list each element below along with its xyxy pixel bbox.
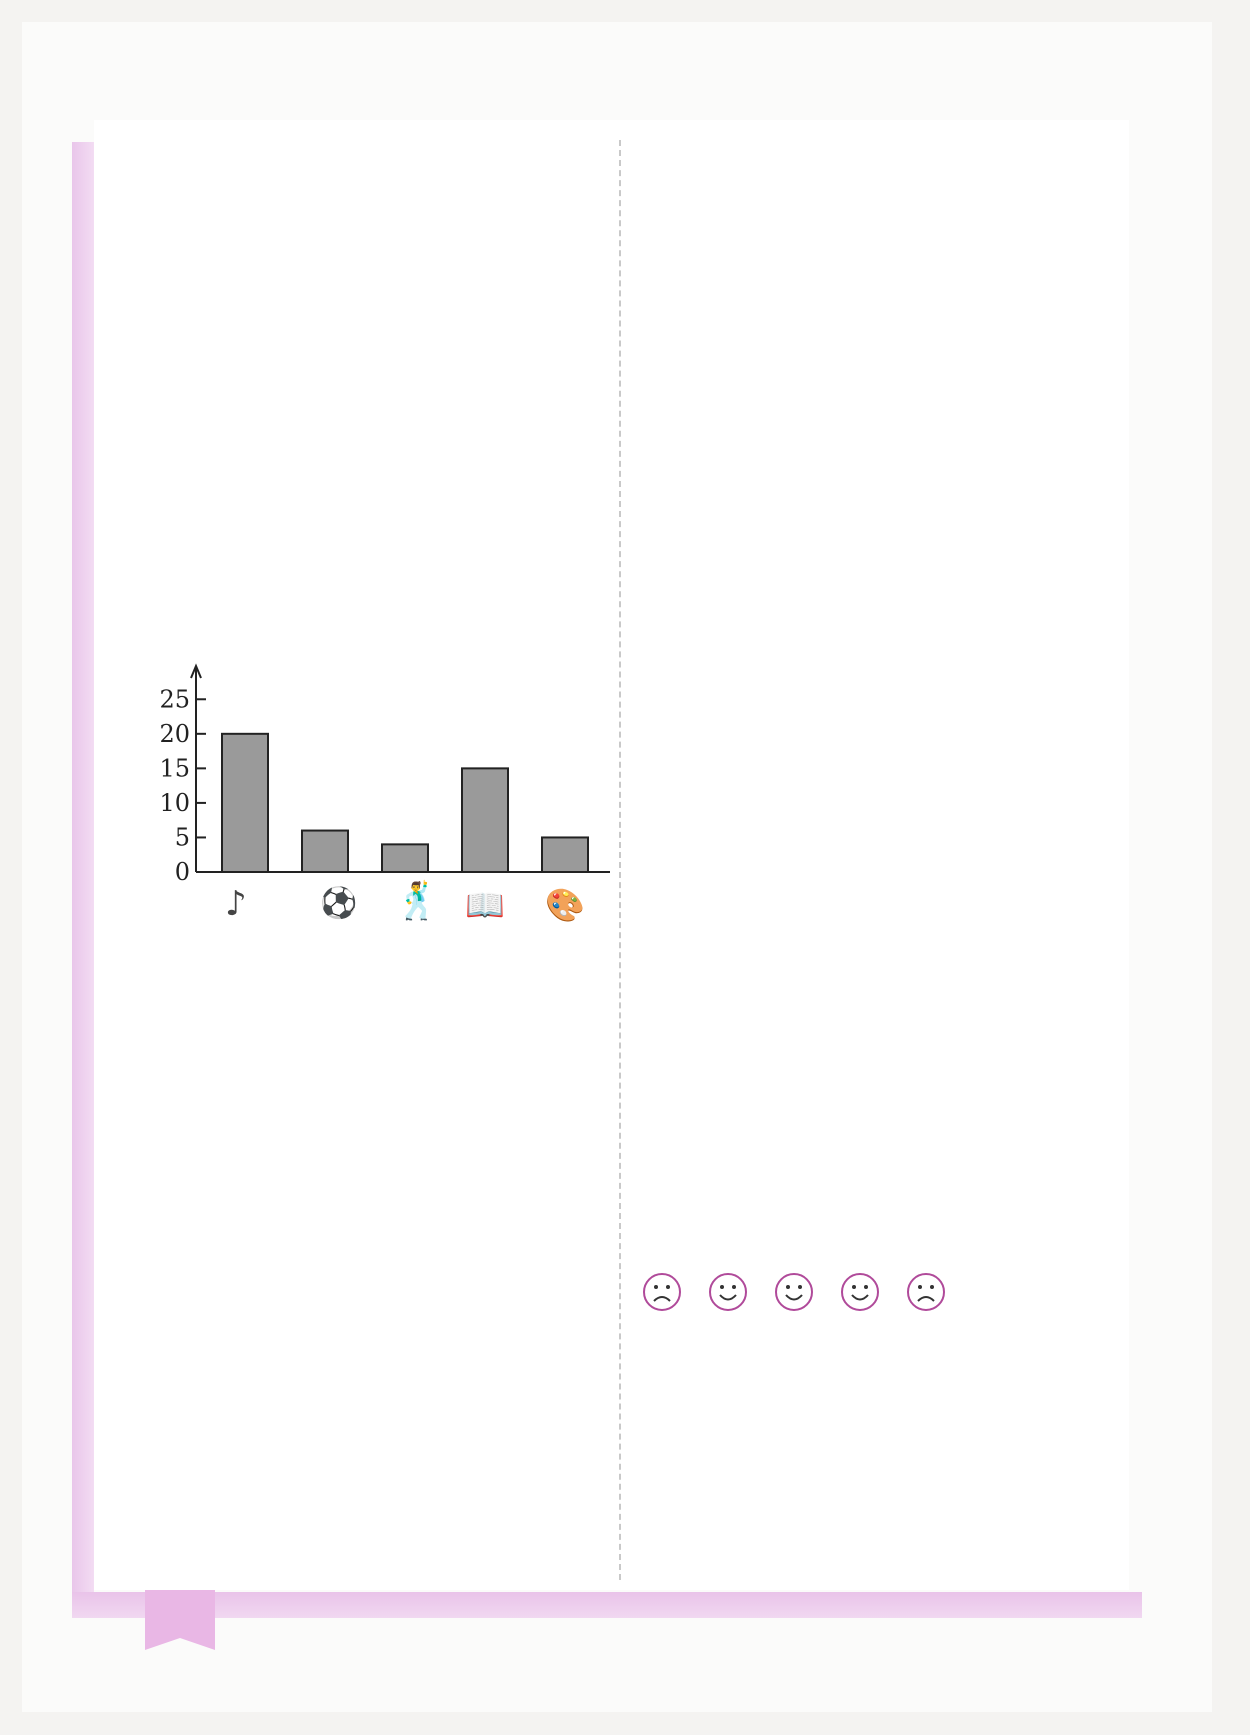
music-icon: ♪ — [225, 884, 247, 924]
y-tick-label: 20 — [159, 719, 190, 748]
bar-reading-books — [462, 768, 508, 872]
dialog-line — [682, 882, 690, 912]
faces-answer-row — [642, 1270, 972, 1314]
answer-line — [173, 388, 181, 418]
dialog-line — [682, 582, 690, 612]
bar-drawing — [542, 837, 588, 872]
section-title-a — [205, 135, 235, 164]
listening-line — [170, 1391, 176, 1421]
dialog-line — [682, 382, 690, 412]
sad-face-icon — [642, 1272, 682, 1312]
smiley-face-icon — [840, 1272, 880, 1312]
smiley-face-icon — [774, 1272, 814, 1312]
dancer-icon: 🕺 — [395, 881, 440, 922]
listening-line — [170, 1235, 176, 1265]
dialog-line — [682, 732, 690, 762]
answer-line — [173, 336, 181, 366]
listening-line — [170, 1339, 176, 1369]
dialog-line — [682, 832, 690, 862]
answer-row-a3 — [642, 1387, 772, 1417]
bar-dancing — [382, 844, 428, 872]
listening-line — [136, 1131, 142, 1161]
answer-row-b1 — [642, 1495, 772, 1525]
y-tick-label: 5 — [174, 823, 190, 852]
bar-playing-football — [302, 831, 348, 872]
dialog-line — [173, 1547, 181, 1577]
answer-line — [173, 284, 181, 314]
dialog-line — [682, 232, 690, 262]
dialog-line — [682, 132, 690, 162]
y-tick-label: 0 — [174, 858, 190, 886]
palette-icon: 🎨 — [545, 886, 585, 924]
column-divider — [619, 140, 621, 1580]
task2-line — [173, 960, 251, 990]
answer-line — [173, 232, 181, 262]
decorative-bottom-bar — [72, 1592, 1142, 1618]
y-tick-label: 15 — [159, 754, 190, 783]
football-icon: ⚽ — [320, 886, 358, 921]
dialog-line — [682, 182, 690, 212]
sad-face-icon — [906, 1272, 946, 1312]
dialog-line — [682, 682, 690, 712]
answer-row-4 — [136, 556, 266, 586]
dialog-line — [682, 632, 690, 662]
answer-row-a2 — [642, 1335, 772, 1365]
passage-line — [640, 932, 680, 962]
section-title-b — [735, 1440, 763, 1469]
y-tick-label: 25 — [159, 685, 190, 714]
answer-row-2 — [136, 452, 266, 482]
chart-icons — [215, 880, 615, 940]
bar-listening-to-music — [222, 734, 268, 872]
decorative-side-bar — [72, 142, 94, 1612]
dialog-line — [682, 482, 690, 512]
answer-row-b2 — [642, 1547, 698, 1577]
y-tick-label: 10 — [159, 788, 190, 817]
listening-line — [170, 1183, 176, 1213]
answer-line — [136, 180, 144, 210]
unit-title — [228, 1020, 256, 1049]
book-icon: 📖 — [465, 886, 505, 924]
smiley-face-icon — [708, 1272, 748, 1312]
dialog-line — [173, 1495, 181, 1525]
